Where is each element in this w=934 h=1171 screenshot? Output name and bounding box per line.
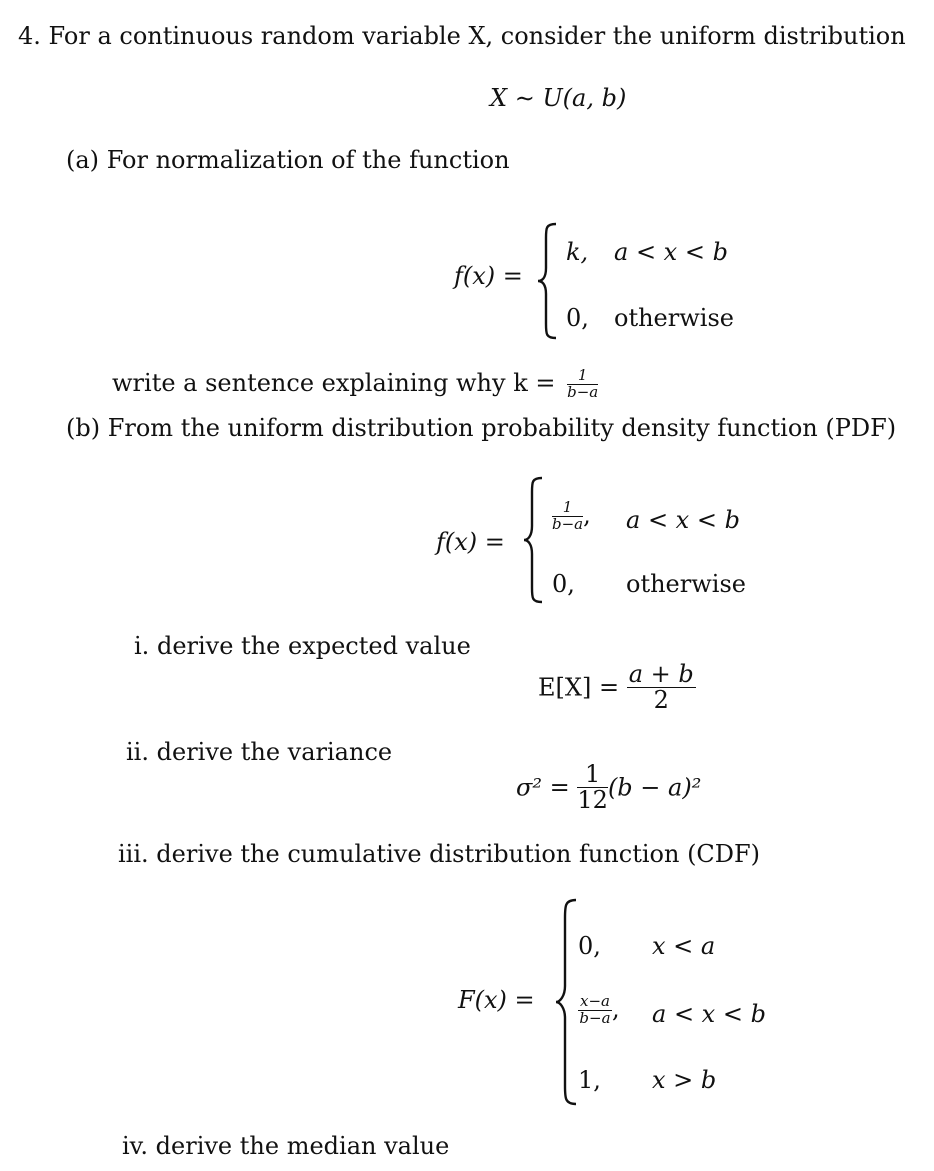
item-iii-text: derive the cumulative distribution function (CDF) <box>156 840 761 868</box>
cdf-case2-den: b−a <box>579 1008 611 1027</box>
part-a-heading <box>66 146 510 174</box>
part-b-fx: f(x) = <box>436 528 505 556</box>
part-a-sentence-text: write a sentence explaining why k = <box>112 368 556 397</box>
cdf-case3-cond: x > b <box>652 1066 717 1094</box>
expected-value-formula <box>538 662 696 713</box>
part-b-case1-fraction <box>552 500 583 533</box>
part-a-case1-value: k, <box>566 238 589 266</box>
expected-value-lhs: E[X] = <box>538 673 620 702</box>
part-a-label: (a) <box>66 146 100 174</box>
part-a-case1-cond: a < x < b <box>614 238 728 266</box>
item-iv-label: iv. <box>122 1132 149 1160</box>
part-b-case2-cond: otherwise <box>626 570 746 598</box>
item-i-text: derive the expected value <box>156 632 471 660</box>
cdf-case2-value: $\frac{x-a}{b-a}$ , <box>579 992 620 1027</box>
cdf-Fx: F(x) = <box>458 986 535 1014</box>
variance-fraction <box>577 762 608 813</box>
part-b-case1-value: $\frac{1}{b-a}$ , <box>552 498 591 533</box>
part-b-text: From the uniform distribution probability density function (PDF) <box>107 414 897 442</box>
expected-value-num: a + b <box>628 660 694 688</box>
variance-rhs: (b − a)² <box>607 773 702 802</box>
problem-intro <box>18 22 906 50</box>
variance-formula <box>516 762 701 813</box>
problem-number: 4. <box>18 22 41 50</box>
distribution-formula: X ∼ U(a, b) <box>490 84 627 112</box>
cdf-case2-fraction <box>578 994 612 1027</box>
part-a-fraction <box>567 368 598 401</box>
part-b-case1-cond: a < x < b <box>626 506 740 534</box>
cdf-case3-value: 1, <box>578 1066 601 1094</box>
item-i-label: i. <box>134 632 150 660</box>
item-ii <box>126 738 392 766</box>
item-i <box>134 632 471 660</box>
variance-lhs: σ² = <box>516 773 570 802</box>
part-a-frac-den: b−a <box>567 382 599 401</box>
variance-den: 12 <box>577 786 608 815</box>
part-a-case2-value: 0, <box>566 304 589 332</box>
part-b-case1-num: 1 <box>552 500 583 517</box>
item-iv <box>122 1132 449 1160</box>
item-iv-text: derive the median value <box>155 1132 450 1160</box>
item-ii-label: ii. <box>126 738 149 766</box>
cdf-case1-value: 0, <box>578 932 601 960</box>
item-iii <box>118 840 760 868</box>
expected-value-den: 2 <box>653 686 669 715</box>
part-b-heading <box>66 414 896 442</box>
part-a-text: For normalization of the function <box>106 146 510 174</box>
part-a-frac-num: 1 <box>567 368 598 385</box>
item-ii-text: derive the variance <box>156 738 393 766</box>
part-a-brace <box>536 222 560 340</box>
part-a-fx: f(x) = <box>454 262 523 290</box>
part-b-brace <box>522 476 546 604</box>
item-iii-label: iii. <box>118 840 149 868</box>
variance-num: 1 <box>577 762 608 788</box>
part-b-case1-den: b−a <box>552 514 584 533</box>
part-a-case2-cond: otherwise <box>614 304 734 332</box>
cdf-case2-num: x−a <box>580 992 610 1010</box>
part-b-label: (b) <box>66 414 101 442</box>
cdf-case2-cond: a < x < b <box>652 1000 766 1028</box>
problem-intro-text: For a continuous random variable X, consider the uniform distribution <box>48 22 906 50</box>
cdf-brace <box>554 898 580 1106</box>
expected-value-fraction <box>627 662 696 713</box>
part-a-sentence <box>112 368 598 401</box>
cdf-case1-cond: x < a <box>652 932 716 960</box>
part-b-case2-value: 0, <box>552 570 575 598</box>
